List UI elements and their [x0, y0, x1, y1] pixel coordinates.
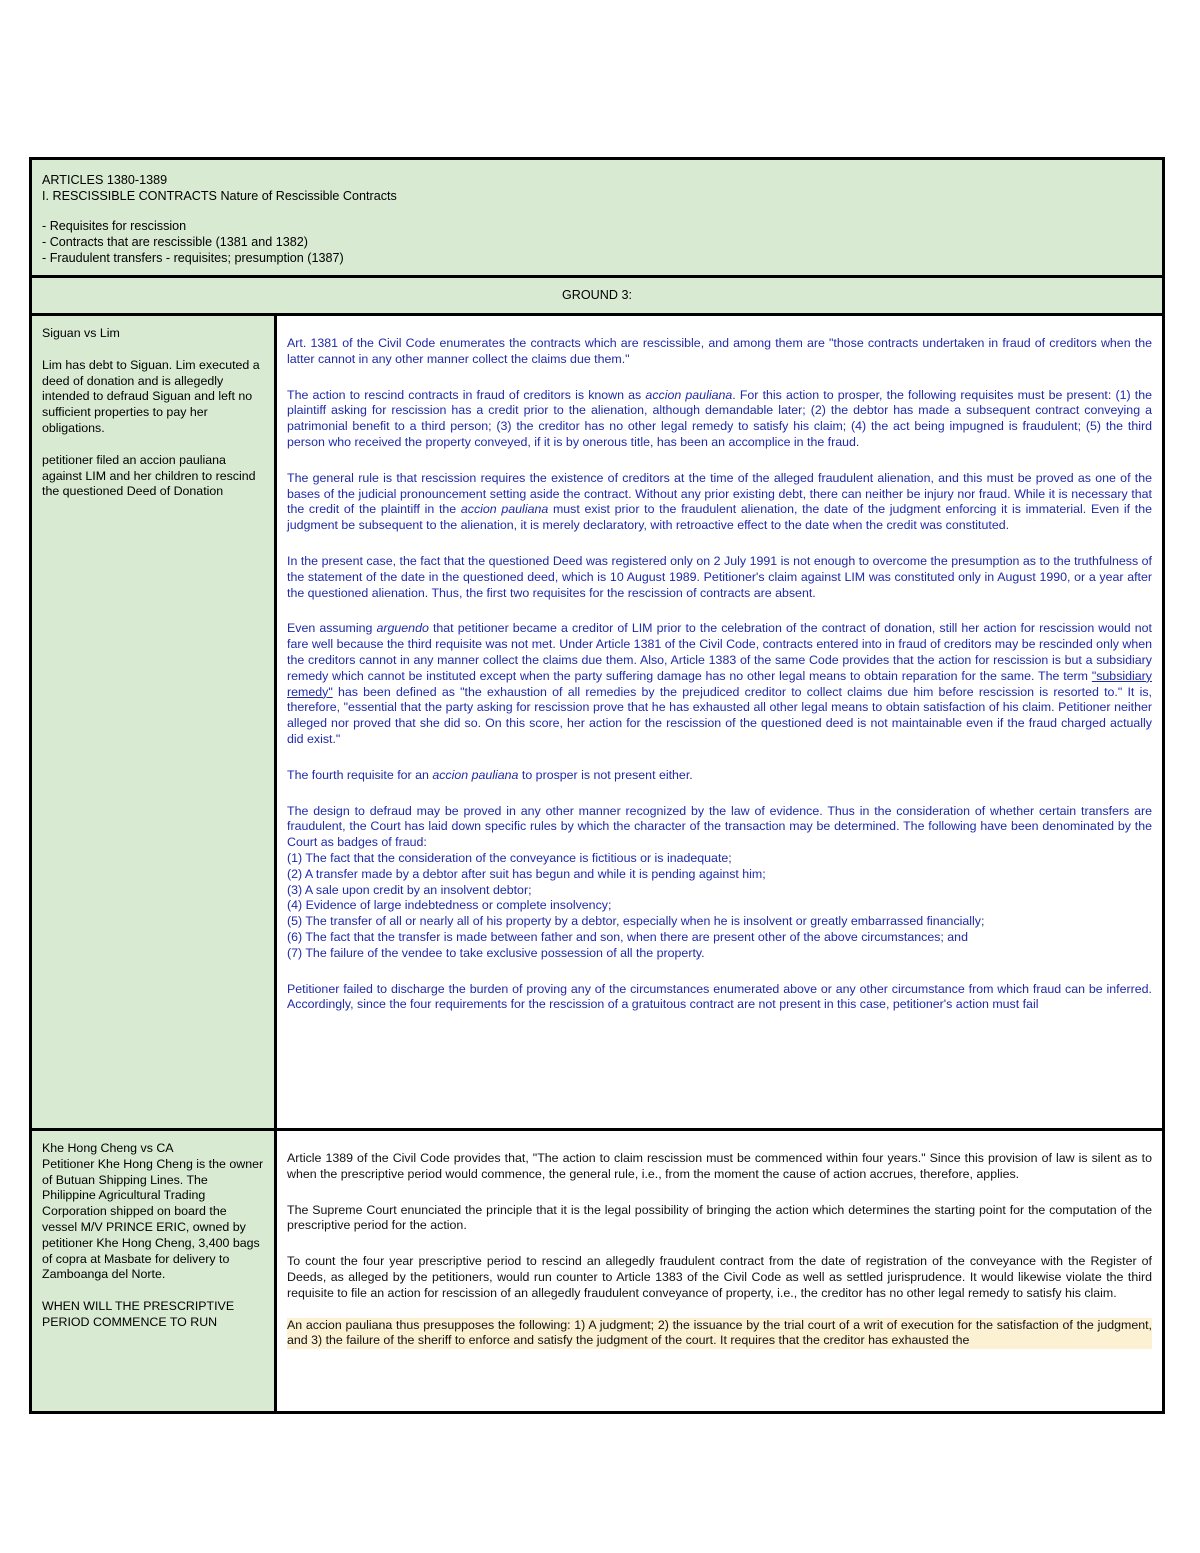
- topic-item: - Requisites for rescission: [42, 219, 187, 233]
- topic-list: [42, 218, 1152, 266]
- ruling-paragraph: Even assuming arguendo that petitioner became a creditor of LIM prior to the celebration of the contract of donation, still her action for rescission would not fare well because the third requisite was not met. Under Article 1381 of the Civil Code, contracts entered into in fraud of creditors may be rescinded only when the creditors cannot in any manner collect the claims due them. Also, Article 1383 of the same Code provides that the action for rescission is but a subsidiary remedy which cannot be instituted except when the party suffering damage has no other legal means to obtain reparation for the same. The term "subsidiary remedy" has been defined as "the exhaustion of all remedies by the prejudiced creditor to collect claims due him before rescission is resorted to." It is, therefore, "essential that the party asking for rescission prove that he has exhausted all other legal means to obtain satisfaction of his claim. Petitioner neither alleged nor proved that she did so. On this score, her action for the rescission of the questioned deed is not maintainable even if the fraud charged actually did exist.": [287, 621, 1153, 746]
- case-row-khe-hong-cheng: [32, 1131, 1162, 1411]
- case-name: Siguan vs Lim: [42, 326, 120, 340]
- section-subtitle: I. RESCISSIBLE CONTRACTS Nature of Rescissible Contracts: [42, 189, 397, 203]
- case-question: WHEN WILL THE PRESCRIPTIVE PERIOD COMMENCE TO RUN: [42, 1299, 235, 1329]
- ruling-paragraph: Petitioner failed to discharge the burden of proving any of the circumstances enumerated above or any other circumstance from which fraud can be inferred. Accordingly, since the four requirements for the rescission of a gratuitous contract are not present in this case, petitioner's action must fail: [287, 981, 1152, 1012]
- highlighted-paragraph: An accion pauliana thus presupposes the following: 1) A judgment; 2) the issuance by the trial court of a writ of execution for the satisfaction of the judgment, and 3) the failure of the sheriff to enforce and satisfy the judgment of the court. It requires that the creditor has exhausted the: [287, 1317, 1152, 1348]
- ruling-paragraph: The fourth requisite for an accion pauliana to prosper is not present either.: [287, 767, 693, 782]
- ruling-paragraph: The design to defraud may be proved in any other manner recognized by the law of evidence. Thus in the consideration of whether certain transfers are fraudulent, the Court has laid down specific rules by which the character of the transaction may be determined. The following have been denominated by the Court as badges of fraud:: [287, 803, 1152, 850]
- case-summary: [32, 1131, 277, 1411]
- case-facts: Lim has debt to Siguan. Lim executed a deed of donation and is allegedly intended to defraud Siguan and left no sufficient properties to pay her obligations.: [42, 357, 260, 435]
- badge-item: (3) A sale upon credit by an insolvent debtor;: [287, 882, 532, 897]
- ruling-paragraph: The general rule is that rescission requires the existence of creditors at the time of the alleged fraudulent alienation, and this must be proved as one of the bases of the judicial pronouncement setting aside the contract. Without any prior existing debt, there can neither be injury nor fraud. While it is necessary that the credit of the plaintiff in the accion pauliana must exist prior to the fraudulent alienation, the date of the judgment enforcing it is immaterial. Even if the judgment be subsequent to the alienation, it is merely declaratory, with retroactive effect to the date when the credit was constituted.: [287, 470, 1152, 533]
- case-name: Khe Hong Cheng vs CA: [42, 1141, 174, 1155]
- ruling-paragraph: The Supreme Court enunciated the principle that it is the legal possibility of bringing the action which determines the starting point for the computation of the prescriptive period for the action.: [287, 1202, 1152, 1233]
- badge-item: (5) The transfer of all or nearly all of his property by a debtor, especially when he is insolvent or greatly embarrassed financially;: [287, 914, 985, 929]
- subsidiary-remedy-term: "subsidiary remedy": [287, 668, 1152, 699]
- ruling-paragraph: To count the four year prescriptive period to rescind an allegedly fraudulent contract from the date of registration of the conveyance with the Register of Deeds, as alleged by the petitioners, would run counter to Article 1383 of the Civil Code as well as settled jurisprudence. It would likewise violate the third requisite to file an action for rescission of an allegedly fraudulent conveyance of property, i.e., the creditor has no other legal remedy to satisfy his claim.: [287, 1254, 1152, 1300]
- ground-heading: GROUND 3:: [32, 278, 1162, 316]
- case-action: petitioner filed an accion pauliana against LIM and her children to rescind the questioned Deed of Donation: [42, 452, 256, 499]
- badge-item: (6) The fact that the transfer is made between father and son, when there are present other of the above circumstances; and: [287, 929, 968, 944]
- ruling-paragraph: The action to rescind contracts in fraud of creditors is known as accion pauliana. For this action to prosper, the following requisites must be present: (1) the plaintiff asking for rescission has a credit prior to the alienation, although demandable later; (2) the debtor has made a subsequent contract conveying a patrimonial benefit to a third person; (3) the creditor has no other legal remedy to satisfy his claim; (4) the act being impugned is fraudulent; (5) the third person who received the property conveyed, if it is by onerous title, has been an accomplice in the fraud.: [287, 387, 1152, 449]
- case-summary: [32, 316, 277, 1128]
- ruling-paragraph: Art. 1381 of the Civil Code enumerates the contracts which are rescissible, and among them are "those contracts undertaken in fraud of creditors when the latter cannot in any other manner collect the claims due them.": [287, 336, 1152, 366]
- rescission-table: [29, 157, 1165, 1414]
- case-row-siguan: [32, 316, 1162, 1131]
- badges-of-fraud-list: [287, 851, 1152, 962]
- badge-item: (1) The fact that the consideration of the conveyance is fictitious or is inadequate;: [287, 850, 732, 865]
- articles-header: [32, 160, 1162, 278]
- ruling-paragraph: Article 1389 of the Civil Code provides that, "The action to claim rescission must be commenced within four years." Since this provision of law is silent as to when the prescriptive period would commence, the general rule, i.e., from the moment the cause of action accrues, therefore, applies.: [287, 1151, 1152, 1181]
- badge-item: (7) The failure of the vendee to take exclusive possession of all the property.: [287, 945, 705, 960]
- case-ruling: [277, 1131, 1162, 1411]
- badge-item: (2) A transfer made by a debtor after suit has begun and while it is pending against him;: [287, 866, 766, 881]
- articles-title: ARTICLES 1380-1389: [42, 173, 168, 187]
- ruling-paragraph: In the present case, the fact that the questioned Deed was registered only on 2 July 1991 is not enough to overcome the presumption as to the truthfulness of the statement of the date in the questioned deed, which is 10 August 1989. Petitioner's claim against LIM was constituted only in August 1990, or a year after the questioned alienation. Thus, the first two requisites for the rescission of contracts are absent.: [287, 553, 1152, 600]
- badge-item: (4) Evidence of large indebtedness or complete insolvency;: [287, 898, 612, 913]
- topic-item: - Contracts that are rescissible (1381 and 1382): [42, 235, 309, 249]
- case-facts: Petitioner Khe Hong Cheng is the owner of Butuan Shipping Lines. The Philippine Agricultural Trading Corporation shipped on board the vessel M/V PRINCE ERIC, owned by petitioner Khe Hong Cheng, 3,400 bags of copra at Masbate for delivery to Zamboanga del Norte.: [42, 1156, 264, 1282]
- case-ruling: [277, 316, 1162, 1128]
- topic-item: - Fraudulent transfers - requisites; presumption (1387): [42, 251, 344, 265]
